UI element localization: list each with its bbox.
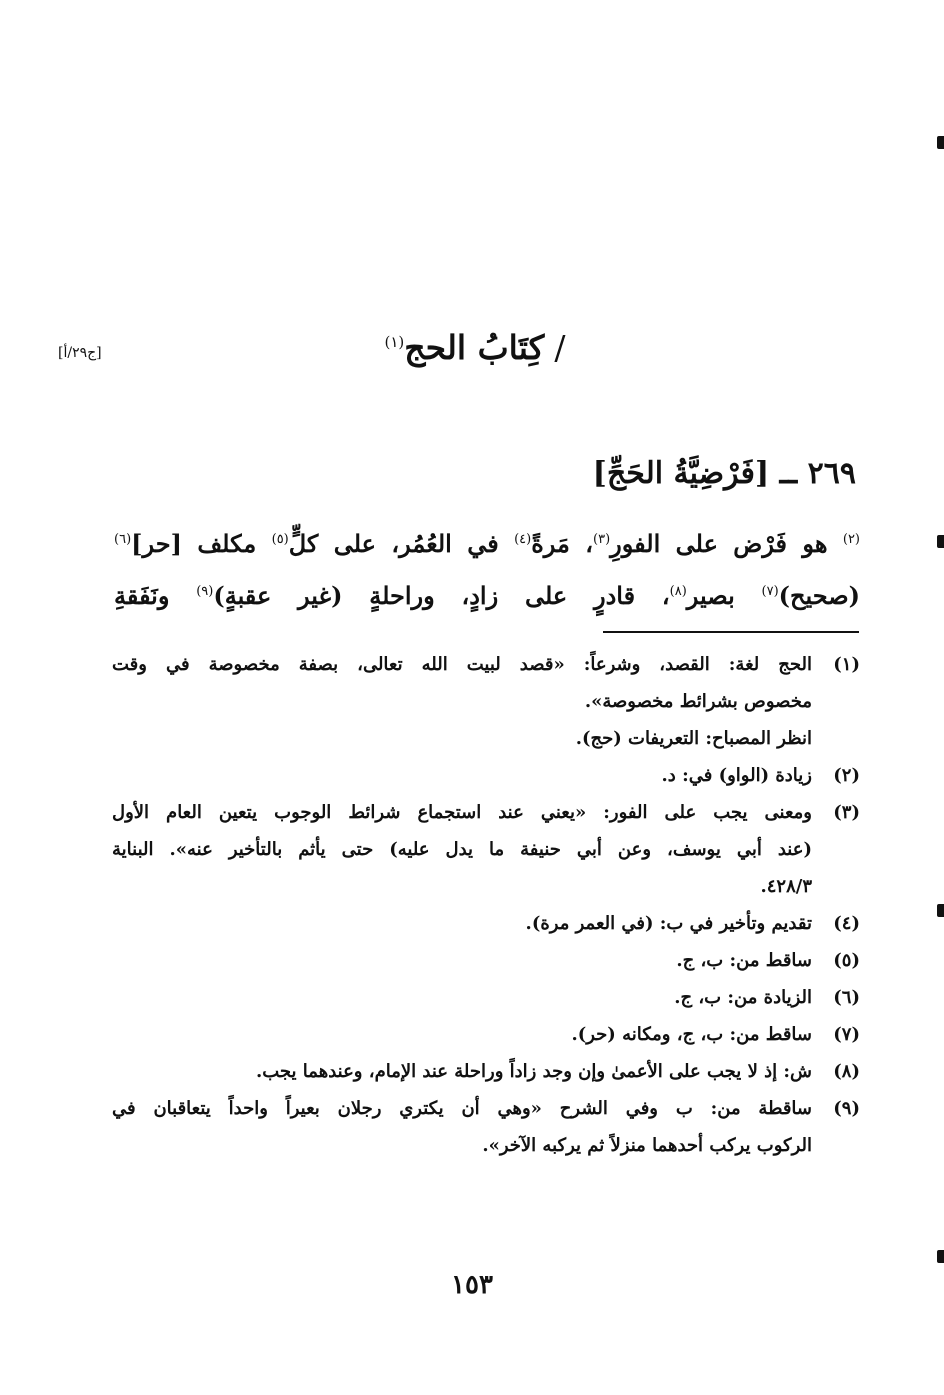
footnote-text	[112, 646, 812, 757]
footnote-text	[112, 1053, 812, 1090]
footnote-number: (٩)	[833, 1098, 860, 1119]
footnote-number: (١)	[833, 654, 860, 675]
footnote-number: (٢)	[833, 765, 860, 786]
footnote-line: ساقط من: ب، ج، ومكانه (حر).	[571, 1024, 812, 1045]
main-paragraph	[114, 516, 860, 620]
footnote-text	[112, 979, 812, 1016]
footnote-line: ش: إذ لا يجب على الأعمىٰ وإن وجد زاداً وراحلة عند الإمام، وعندهما يجب.	[255, 1061, 812, 1082]
footnote-line: الركوب يركب أحدهما منزلاً ثم يركبه الآخر».	[482, 1135, 812, 1156]
title-text: كِتَابُ الحج	[404, 328, 545, 367]
footnote-line: ٤٢٨/٣.	[760, 876, 812, 897]
footnote-number: (٣)	[833, 802, 860, 823]
footnote-text	[112, 1090, 812, 1164]
text-run: هو فَرْض على الفورِ	[610, 529, 843, 558]
edge-mark	[937, 1250, 944, 1263]
footnotes	[112, 646, 860, 1164]
text-run: ، قادرٍ على زادٍ، وراحلةٍ (غير عقبةٍ)	[213, 581, 670, 610]
footnote-number: (٨)	[833, 1061, 860, 1082]
footnote-7	[112, 1016, 860, 1053]
footnote-ref: (٥)	[271, 532, 289, 547]
footnote-ref: (٤)	[514, 532, 532, 547]
footnote-ref: (٣)	[593, 532, 611, 547]
book-title	[330, 328, 620, 367]
text-run: في العُمُر، على كلٍّ	[288, 529, 515, 558]
edge-mark	[937, 535, 944, 548]
footnote-9	[112, 1090, 860, 1164]
footnote-ref: (٧)	[761, 584, 779, 599]
footnote-line: الزيادة من: ب، ج.	[674, 987, 812, 1008]
page-number: ١٥٣	[451, 1270, 493, 1300]
title-footnote-ref: (١)	[384, 333, 405, 351]
footnote-line: ومعنى يجب على الفور: «يعني عند استجماع شرائط الوجوب يتعين العام الأول	[112, 802, 812, 823]
footnote-text	[112, 942, 812, 979]
footnote-8	[112, 1053, 860, 1090]
footnote-4	[112, 905, 860, 942]
footnote-number: (٧)	[833, 1024, 860, 1045]
footnote-ref: (٢)	[842, 532, 860, 547]
footnote-ref: (٨)	[669, 584, 687, 599]
footnote-line: تقديم وتأخير في ب: (في العمر مرة).	[525, 913, 812, 934]
text-run: (صحيح)	[778, 581, 860, 610]
footnote-1	[112, 646, 860, 757]
footnote-2	[112, 757, 860, 794]
footnote-line: ساقط من: ب، ج.	[676, 950, 812, 971]
footnote-line: مخصوص بشرائط مخصوصة».	[584, 691, 812, 712]
footnote-separator	[603, 631, 859, 633]
footnote-number: (٥)	[833, 950, 860, 971]
text-run: ونَفَقةِ	[114, 581, 197, 610]
footnote-text	[112, 905, 812, 942]
text-run: بصير	[686, 581, 762, 610]
footnote-line: الحج لغة: القصد، وشرعاً: «قصد لبيت الله تعالى، بصفة مخصوصة في وقت	[112, 654, 812, 675]
footnote-6	[112, 979, 860, 1016]
footnote-text	[112, 757, 812, 794]
footnote-line: زيادة (الواو) في: د.	[661, 765, 812, 786]
text-run: مكلف [حر]	[131, 529, 272, 558]
footnote-text	[112, 1016, 812, 1053]
footnote-5	[112, 942, 860, 979]
footnote-ref: (٦)	[114, 532, 132, 547]
edge-mark	[937, 136, 944, 149]
footnote-3	[112, 794, 860, 905]
section-heading: ٢٦٩ ــ [فَرْضِيَّةُ الحَجِّ]	[592, 456, 856, 491]
footnote-ref: (٩)	[196, 584, 214, 599]
footnote-line: (عند أبي يوسف، وعن أبي حنيفة ما يدل عليه) حتى يأثم بالتأخير عنه». البناية	[112, 839, 812, 860]
footnote-line: ساقطة من: ب وفي الشرح «وهي أن يكتري رجلان بعيراً واحداً يتعاقبان في	[112, 1098, 812, 1119]
edge-mark	[937, 904, 944, 917]
text-run: ، مَرةً	[531, 529, 594, 558]
title-slash: /	[554, 328, 566, 367]
footnote-line: انظر المصباح: التعريفات (حج).	[575, 728, 812, 749]
footnote-text	[112, 794, 812, 905]
footnote-number: (٤)	[833, 913, 860, 934]
footnote-number: (٦)	[833, 987, 860, 1008]
manuscript-reference: [ج٢٩/أ]	[58, 345, 102, 361]
